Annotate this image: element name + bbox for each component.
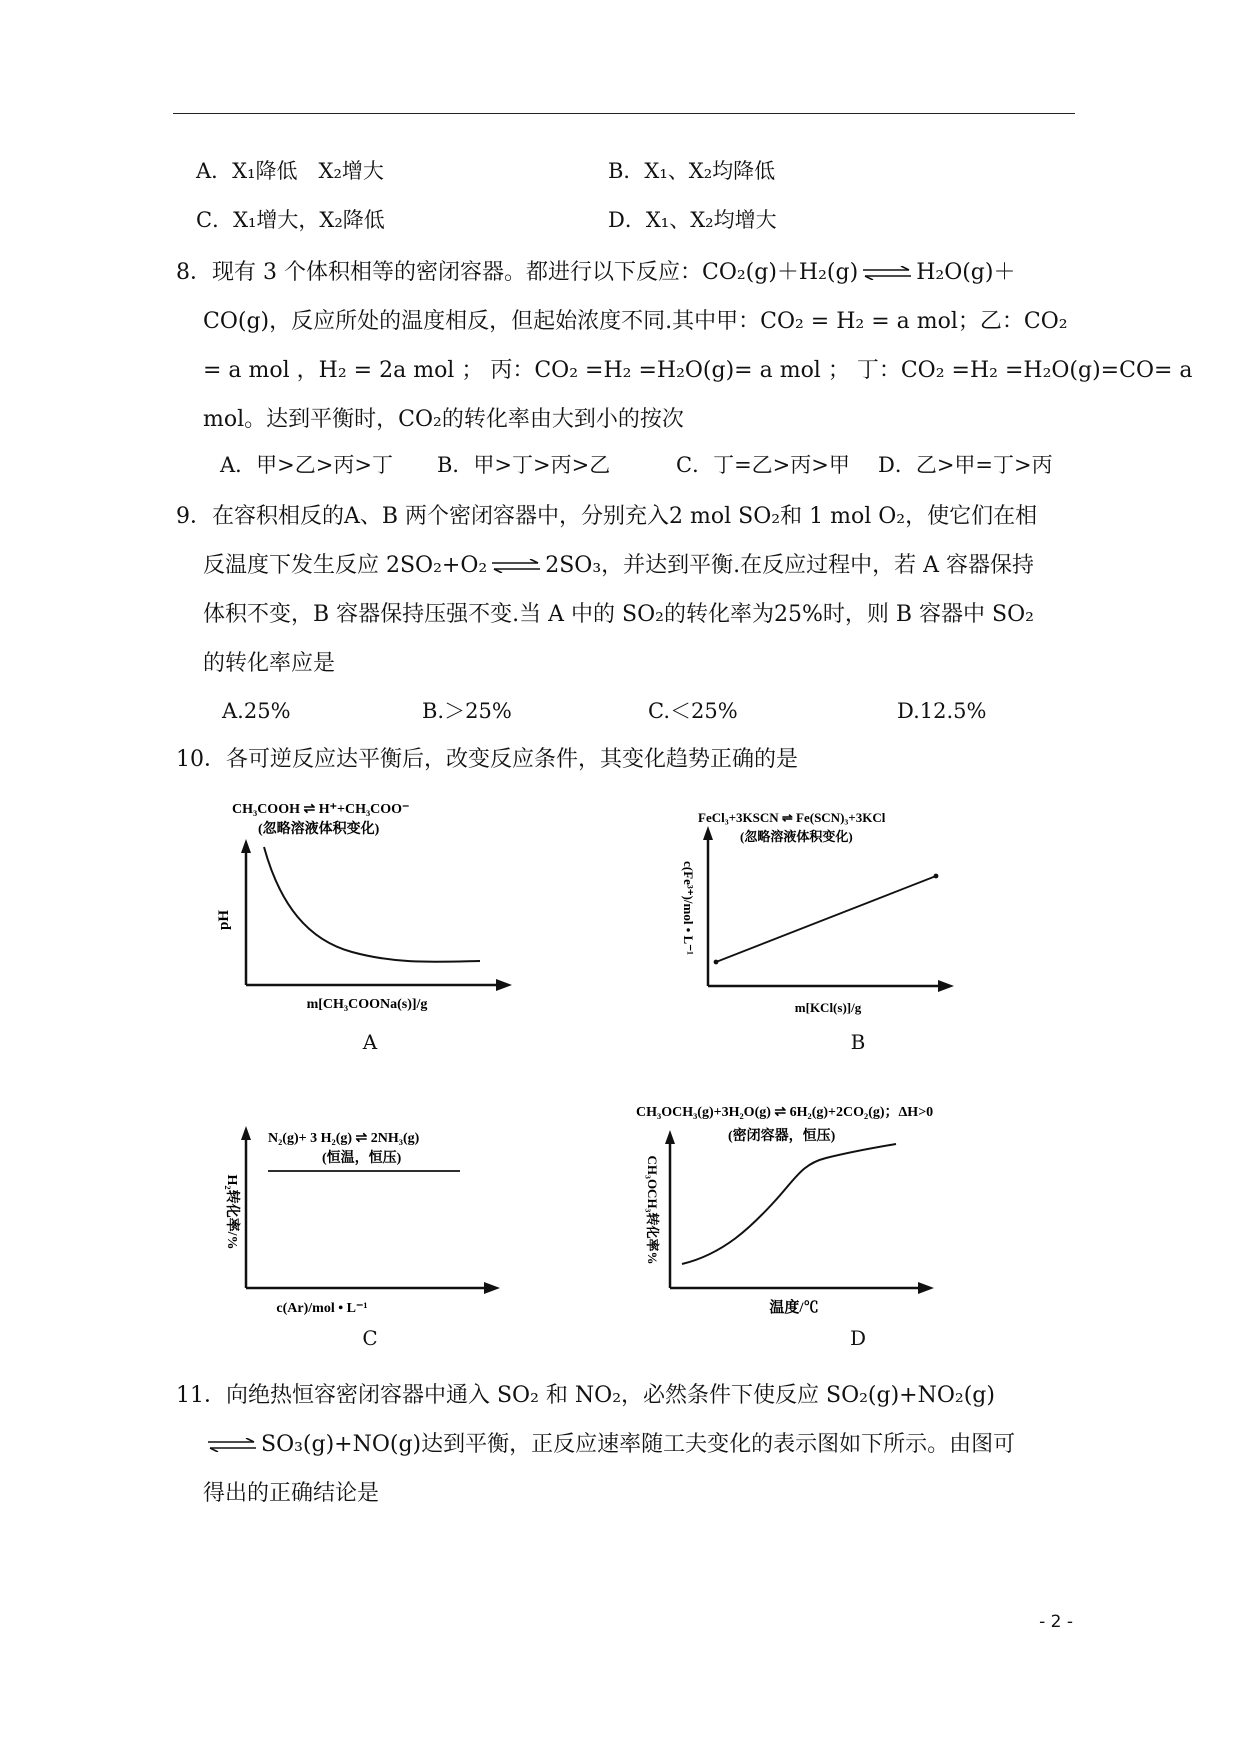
graph-d-reaction: CH₃OCH₃(g)+3H₂O(g) ⇌ 6H₂(g)+2CO₂(g)；ΔH>0 (636, 1105, 934, 1120)
q9-option-c: C.＜25% (648, 699, 738, 723)
q8-line-1: 8．现有 3 个体积相等的密闭容器。都进行以下反应：CO₂(g)＋H₂(g) H₂O(g)＋ (176, 260, 1016, 285)
graph-a-curve (264, 847, 480, 962)
equilibrium-arrow-icon (861, 266, 913, 280)
graph-c-ylabel: H₂转化率/% (224, 1174, 239, 1250)
q8-option-c: C．丁=乙>丙>甲 (676, 453, 850, 477)
graph-a-ylabel: pH (216, 909, 232, 931)
graph-b-x-arrow-icon (938, 980, 954, 992)
graph-c-y-arrow-icon (241, 1126, 251, 1140)
equilibrium-arrow-icon (206, 1438, 258, 1452)
q8-line-2: CO(g)，反应所处的温度相反，但起始浓度不同.其中甲：CO₂ = H₂ = a mol；乙：CO₂ (203, 309, 1068, 334)
q8-option-b: B．甲>丁>丙>乙 (437, 453, 611, 477)
q9-line-2: 反温度下发生反应 2SO₂+O₂ 2SO₃，并达到平衡.在反应过程中，若 A 容器保持 (203, 553, 1035, 578)
q9-line-1: 9．在容积相反的A、B 两个密闭容器中，分别充入2 mol SO₂和 1 mol O₂，使它们在相 (176, 504, 1038, 529)
equilibrium-arrow-icon (490, 559, 542, 573)
graph-c-xlabel: c(Ar)/mol • L⁻¹ (276, 1301, 368, 1316)
page-number: - 2 - (1039, 1612, 1073, 1632)
graph-b-point-start (714, 960, 719, 965)
q11-line-2: SO₃(g)+NO(g)达到平衡，正反应速率随工夫变化的表示图如下所示。由图可 (203, 1430, 1015, 1460)
graph-c (212, 1122, 512, 1322)
graph-b-xlabel: m[KCl(s)]/g (794, 1000, 862, 1015)
q7-option-c: C．X₁增大，X₂降低 (196, 208, 385, 232)
q9-line-3: 体积不变，B 容器保持压强不变.当 A 中的 SO₂的转化率为25%时，则 B 容器中 SO₂ (203, 602, 1034, 627)
graph-d-ylabel: CH₃OCH₃转化率% (645, 1155, 660, 1265)
graph-b-y-arrow-icon (703, 826, 713, 840)
q7-option-d: D．X₁、X₂均增大 (608, 208, 777, 232)
q9-option-d: D.12.5% (897, 699, 987, 723)
graph-d (624, 1098, 1004, 1324)
graph-b-point-end (934, 874, 939, 879)
q10-stem: 10．各可逆反应达平衡后，改变反应条件，其变化趋势正确的是 (176, 747, 798, 772)
graph-c-label: C (362, 1326, 378, 1350)
q8-line-4: mol。达到平衡时，CO₂的转化率由大到小的按次 (203, 407, 684, 432)
q8-option-a: A．甲>乙>丙>丁 (220, 453, 393, 477)
graph-b-line (716, 876, 936, 962)
q8-option-d: D．乙>甲=丁>丙 (878, 453, 1053, 477)
graph-a-y-arrow-icon (241, 839, 251, 853)
q11-line-1: 11．向绝热恒容密闭容器中通入 SO₂ 和 NO₂，必然条件下使反应 SO₂(g)+NO₂(g) (176, 1383, 995, 1408)
graph-b-reaction: FeCl₃+3KSCN ⇌ Fe(SCN)₃+3KCl (698, 810, 886, 825)
graph-a-label: A (362, 1030, 378, 1054)
q9-option-a: A.25% (222, 699, 291, 723)
graph-b-label: B (850, 1030, 866, 1054)
graph-c-x-arrow-icon (484, 1282, 500, 1294)
graph-c-note: (恒温，恒压) (322, 1151, 402, 1166)
graph-d-note: (密闭容器，恒压) (728, 1129, 836, 1144)
q7-option-b: B．X₁、X₂均降低 (608, 159, 776, 183)
graph-d-label: D (849, 1326, 867, 1350)
graph-a-x-arrow-icon (496, 979, 512, 991)
graph-b-note: (忽略溶液体积变化) (740, 829, 853, 844)
q8-line-3: = a mol ，H₂ = 2a mol ； 丙：CO₂ =H₂ =H₂O(g)= a mol ； 丁：CO₂ =H₂ =H₂O(g)=CO= a (203, 358, 1193, 383)
graph-a-xlabel: m[CH₃COONa(s)]/g (306, 997, 428, 1012)
graph-d-y-arrow-icon (665, 1130, 675, 1144)
q11-line-3: 得出的正确结论是 (203, 1481, 380, 1506)
graph-d-curve (682, 1144, 896, 1264)
header-rule (173, 113, 1075, 114)
graph-a-reaction: CH₃COOH ⇌ H⁺+CH₃COO⁻ (232, 802, 410, 817)
graph-a (212, 795, 532, 1020)
q7-option-a: A．X₁降低 X₂增大 (196, 159, 384, 183)
graph-b-ylabel: c(Fe³⁺)/mol • L⁻¹ (681, 861, 696, 955)
q9-line-4: 的转化率应是 (203, 651, 336, 676)
q9-option-b: B.＞25% (422, 699, 512, 723)
graph-d-xlabel: 温度/℃ (769, 1300, 819, 1316)
graph-a-note: (忽略溶液体积变化) (258, 822, 380, 837)
graph-c-reaction: N₂(g)+ 3 H₂(g) ⇌ 2NH₃(g) (268, 1131, 420, 1146)
graph-d-x-arrow-icon (918, 1282, 934, 1294)
graph-b (664, 808, 964, 1023)
